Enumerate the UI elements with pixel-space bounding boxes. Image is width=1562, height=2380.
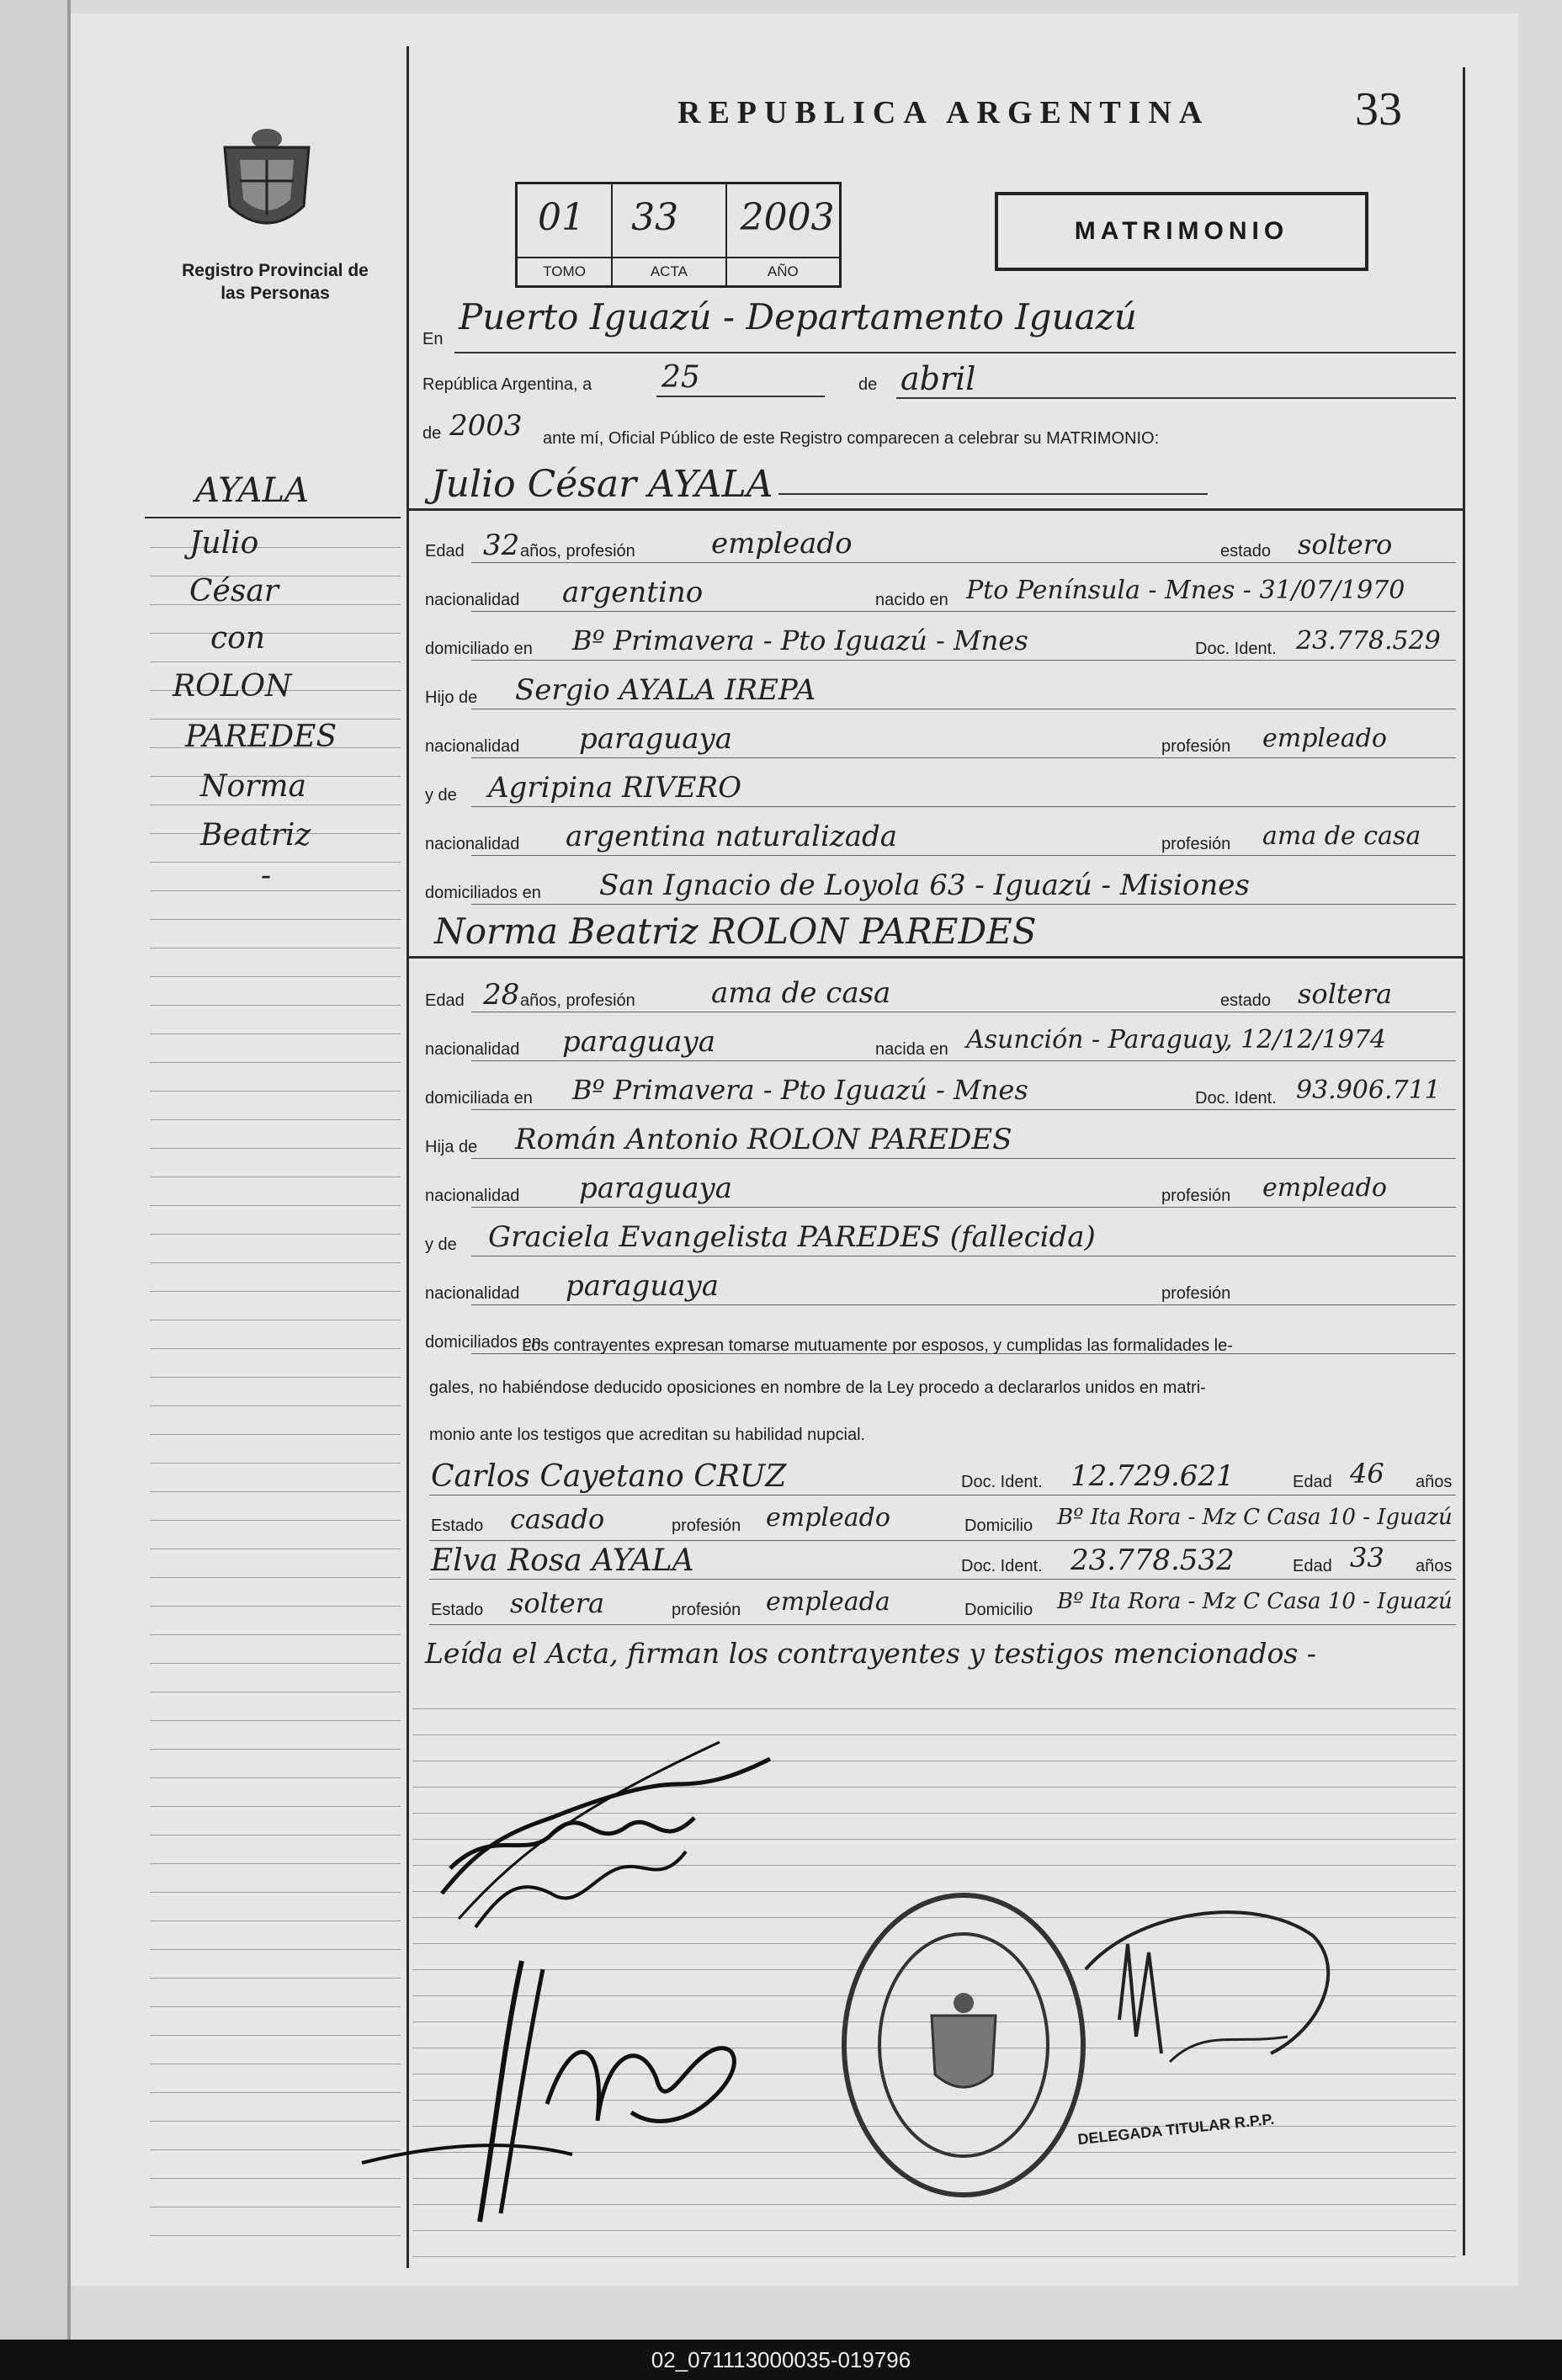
groom-name: Julio César AYALA bbox=[431, 463, 773, 506]
bride-profession-label: años, profesión bbox=[520, 991, 635, 1010]
bride-edad-label: Edad bbox=[425, 991, 465, 1010]
witness-domicile: Bº Ita Rora - Mz C Casa 10 - Iguazú bbox=[1057, 1589, 1453, 1614]
margin-line: César bbox=[189, 574, 279, 608]
groom-section-rule bbox=[409, 508, 1463, 511]
margin-ruled-line bbox=[150, 1749, 401, 1750]
groom-parents-dom-label: domiciliados en bbox=[425, 884, 541, 902]
margin-ruled-line bbox=[150, 1405, 401, 1406]
margin-ruled-line bbox=[150, 1777, 401, 1778]
groom-father-prof: empleado bbox=[1262, 724, 1387, 753]
groom-estado: soltero bbox=[1298, 529, 1393, 560]
right-border bbox=[1463, 67, 1465, 2255]
groom-mother-prof-label: profesión bbox=[1161, 835, 1231, 853]
republic-label: República Argentina, a bbox=[422, 375, 592, 394]
witness-anos-label: años bbox=[1416, 1473, 1453, 1491]
bride-father-nat: paraguaya bbox=[579, 1171, 732, 1205]
bride-section-rule bbox=[409, 956, 1463, 959]
groom-father-nat: paraguaya bbox=[579, 722, 732, 756]
act-type: MATRIMONIO bbox=[1074, 217, 1289, 245]
act-reference-box bbox=[515, 182, 842, 288]
en-label: En bbox=[422, 330, 444, 348]
margin-line: PAREDES bbox=[185, 720, 337, 754]
margin-ruled-line bbox=[150, 1634, 401, 1635]
ruled-line bbox=[412, 2230, 1456, 2231]
margin-ruled-line bbox=[150, 1234, 401, 1235]
groom-father-prof-label: profesión bbox=[1161, 737, 1231, 756]
tomo-cell bbox=[518, 184, 613, 285]
bride-doc-label: Doc. Ident. bbox=[1195, 1089, 1277, 1108]
bride-nationality-label: nacionalidad bbox=[425, 1040, 520, 1059]
witness-edad-label: Edad bbox=[1293, 1557, 1332, 1575]
witness-profession-label: profesión bbox=[672, 1517, 741, 1535]
field-rule bbox=[471, 1304, 1456, 1305]
groom-edad-label: Edad bbox=[425, 542, 465, 560]
groom-estado-label: estado bbox=[1220, 542, 1272, 560]
margin-ruled-line bbox=[150, 862, 401, 863]
margin-ruled-line bbox=[150, 1863, 401, 1864]
witness-doc: 23.778.532 bbox=[1071, 1543, 1235, 1577]
declaration-line-2: gales, no habiéndose deducido oposiciones en nombre de la Ley procedo a declararlos unidos en matri- bbox=[429, 1379, 1206, 1397]
registry-name: Registro Provincial de las Personas bbox=[182, 261, 369, 303]
groom-doc: 23.778.529 bbox=[1296, 626, 1441, 656]
tomo-label: TOMO bbox=[518, 257, 611, 280]
groom-mother: Agripina RIVERO bbox=[488, 771, 741, 805]
stamp-officer: DELEGADA TITULAR R.P.P. bbox=[1076, 2110, 1276, 2149]
bride-mother-nat: paraguaya bbox=[566, 1269, 719, 1303]
margin-ruled-line bbox=[150, 1920, 401, 1921]
official-seal-icon bbox=[837, 1889, 1090, 2201]
day-value: 25 bbox=[661, 360, 700, 395]
groom-father-label: Hijo de bbox=[425, 688, 478, 707]
field-rule bbox=[471, 660, 1456, 661]
margin-ruled-line bbox=[150, 633, 401, 634]
bride-father-prof-label: profesión bbox=[1161, 1187, 1231, 1205]
groom-profession-label: años, profesión bbox=[520, 542, 635, 560]
groom-born: Pto Península - Mnes - 31/07/1970 bbox=[966, 576, 1405, 605]
witness-anos-label: años bbox=[1416, 1557, 1453, 1575]
bride-estado-label: estado bbox=[1220, 991, 1272, 1010]
signature-2 bbox=[353, 1952, 757, 2230]
margin-ruled-line bbox=[150, 1720, 401, 1721]
field-rule bbox=[471, 757, 1456, 758]
margin-surname: AYALA bbox=[195, 471, 309, 510]
de-month-label: de bbox=[858, 375, 878, 394]
witness-name: Elva Rosa AYALA bbox=[431, 1543, 694, 1578]
witness-profession: empleado bbox=[766, 1503, 890, 1533]
margin-ruled-line bbox=[150, 1949, 401, 1950]
groom-parents-dom: San Ignacio de Loyola 63 - Iguazú - Misiones bbox=[599, 869, 1250, 902]
signature-3 bbox=[1069, 1894, 1347, 2146]
field-rule bbox=[471, 1158, 1456, 1159]
month-rule bbox=[896, 397, 1456, 399]
margin-ruled-line bbox=[150, 1806, 401, 1807]
groom-father: Sergio AYALA IREPA bbox=[515, 673, 816, 707]
field-rule bbox=[471, 611, 1456, 612]
groom-doc-label: Doc. Ident. bbox=[1195, 640, 1277, 658]
groom-mother-prof: ama de casa bbox=[1262, 821, 1421, 851]
witness-domicile-label: Domicilio bbox=[964, 1517, 1033, 1535]
witness-rule bbox=[429, 1624, 1456, 1625]
witness-edad-label: Edad bbox=[1293, 1473, 1332, 1491]
bride-born: Asunción - Paraguay, 12/12/1974 bbox=[966, 1025, 1386, 1055]
groom-domicile-label: domiciliado en bbox=[425, 640, 533, 658]
document-id: 02_071113000035-019796 bbox=[0, 2340, 1562, 2380]
groom-born-label: nacido en bbox=[875, 591, 948, 609]
witness-domicile: Bº Ita Rora - Mz C Casa 10 - Iguazú bbox=[1057, 1505, 1453, 1530]
bride-name: Norma Beatriz ROLON PAREDES bbox=[434, 911, 1037, 952]
margin-ruled-line bbox=[150, 1291, 401, 1292]
signature-1 bbox=[425, 1725, 778, 1944]
bride-domicile: Bº Primavera - Pto Iguazú - Mnes bbox=[572, 1074, 1028, 1106]
witness-profession-label: profesión bbox=[672, 1601, 741, 1619]
margin-ruled-line bbox=[150, 1033, 401, 1034]
margin-ruled-line bbox=[150, 1606, 401, 1607]
ruled-line bbox=[412, 2256, 1456, 2257]
bride-domicile-label: domiciliada en bbox=[425, 1089, 533, 1108]
facing-page-edge bbox=[0, 0, 71, 2340]
intro-statement: ante mí, Oficial Público de este Registro comparecen a celebrar su MATRIMONIO: bbox=[543, 429, 1160, 448]
field-rule bbox=[471, 562, 1456, 563]
witness-domicile-label: Domicilio bbox=[964, 1601, 1033, 1619]
witness-doc-label: Doc. Ident. bbox=[961, 1557, 1043, 1575]
groom-mother-nat-label: nacionalidad bbox=[425, 835, 520, 853]
bride-doc: 93.906.711 bbox=[1296, 1076, 1441, 1105]
day-rule bbox=[656, 396, 825, 397]
anio-cell bbox=[727, 184, 839, 285]
field-rule bbox=[471, 1060, 1456, 1061]
margin-ruled-line bbox=[150, 1348, 401, 1349]
margin-ruled-line bbox=[150, 1062, 401, 1063]
groom-profession: empleado bbox=[711, 527, 853, 560]
margin-ruled-line bbox=[150, 1005, 401, 1006]
bride-father-nat-label: nacionalidad bbox=[425, 1187, 520, 1205]
tomo-value: 01 bbox=[538, 196, 585, 239]
page-number: 33 bbox=[1355, 83, 1402, 135]
margin-ruled-line bbox=[150, 1119, 401, 1120]
bride-mother-nat-label: nacionalidad bbox=[425, 1284, 520, 1303]
bride-father-prof: empleado bbox=[1262, 1173, 1387, 1203]
margin-line: con bbox=[210, 621, 266, 656]
field-rule bbox=[471, 904, 1456, 905]
margin-ruled-line bbox=[150, 1262, 401, 1263]
bride-age: 28 bbox=[483, 978, 520, 1012]
witness-estado: casado bbox=[510, 1503, 605, 1535]
bride-estado: soltera bbox=[1298, 978, 1393, 1010]
acta-cell bbox=[613, 184, 726, 285]
margin-ruled-line bbox=[150, 1463, 401, 1464]
margin-line: Julio bbox=[189, 526, 259, 560]
margin-ruled-line bbox=[150, 1663, 401, 1664]
margin-surname-rule bbox=[145, 517, 401, 518]
de-year-label: de bbox=[422, 424, 442, 443]
field-rule bbox=[471, 855, 1456, 856]
margin-ruled-line bbox=[150, 1148, 401, 1149]
place-rule bbox=[454, 352, 1456, 353]
groom-father-nat-label: nacionalidad bbox=[425, 737, 520, 756]
margin-divider bbox=[406, 46, 409, 2268]
groom-name-rule bbox=[778, 493, 1208, 495]
declaration-line-3: monio ante los testigos que acreditan su habilidad nupcial. bbox=[429, 1426, 866, 1444]
margin-ruled-line bbox=[150, 1577, 401, 1578]
witness-estado: soltera bbox=[510, 1587, 605, 1619]
margin-line: ROLON bbox=[173, 669, 292, 704]
margin-ruled-line bbox=[150, 890, 401, 891]
groom-nationality-label: nacionalidad bbox=[425, 591, 520, 609]
year-value: 2003 bbox=[449, 409, 523, 443]
bride-parents-dom-label: domiciliados en bbox=[425, 1333, 541, 1352]
margin-ruled-line bbox=[150, 1205, 401, 1206]
margin-line: - bbox=[261, 858, 272, 893]
margin-ruled-line bbox=[150, 1091, 401, 1092]
acta-value: 33 bbox=[631, 196, 679, 239]
margin-ruled-line bbox=[150, 547, 401, 548]
margin-ruled-line bbox=[150, 1434, 401, 1435]
bride-profession: ama de casa bbox=[711, 976, 891, 1010]
groom-domicile: Bº Primavera - Pto Iguazú - Mnes bbox=[572, 624, 1028, 656]
ruled-line bbox=[412, 1708, 1456, 1709]
witness-profession: empleada bbox=[766, 1587, 890, 1617]
bride-mother-label: y de bbox=[425, 1235, 457, 1254]
groom-nationality: argentino bbox=[562, 576, 704, 609]
closing-statement: Leída el Acta, firman los contrayentes y testigos mencionados - bbox=[425, 1637, 1316, 1670]
margin-ruled-line bbox=[150, 1377, 401, 1378]
groom-mother-nat: argentina naturalizada bbox=[566, 820, 898, 853]
margin-line: Beatriz bbox=[200, 818, 311, 853]
country-title: REPUBLICA ARGENTINA bbox=[677, 95, 1210, 130]
bride-mother: Graciela Evangelista PAREDES (fallecida) bbox=[488, 1220, 1096, 1254]
margin-ruled-line bbox=[150, 1491, 401, 1492]
witness-name: Carlos Cayetano CRUZ bbox=[431, 1459, 787, 1494]
witness-rule bbox=[429, 1579, 1456, 1580]
witness-estado-label: Estado bbox=[431, 1601, 484, 1619]
margin-ruled-line bbox=[150, 976, 401, 977]
field-rule bbox=[471, 1109, 1456, 1110]
act-type-box bbox=[995, 192, 1368, 271]
anio-value: 2003 bbox=[740, 196, 835, 239]
witness-age: 33 bbox=[1350, 1542, 1384, 1574]
field-rule bbox=[471, 806, 1456, 807]
groom-age: 32 bbox=[483, 529, 520, 562]
bride-mother-prof-label: profesión bbox=[1161, 1284, 1231, 1303]
month-value: abril bbox=[901, 360, 976, 397]
margin-ruled-line bbox=[150, 661, 401, 662]
bride-nationality: paraguaya bbox=[562, 1025, 715, 1059]
margin-ruled-line bbox=[150, 919, 401, 920]
groom-mother-label: y de bbox=[425, 786, 457, 805]
witness-doc-label: Doc. Ident. bbox=[961, 1473, 1043, 1491]
margin-ruled-line bbox=[150, 1520, 401, 1521]
margin-line: Norma bbox=[200, 769, 306, 804]
margin-ruled-line bbox=[150, 1892, 401, 1893]
bride-born-label: nacida en bbox=[875, 1040, 948, 1059]
anio-label: AÑO bbox=[727, 257, 839, 280]
declaration-line-1: Los contrayentes expresan tomarse mutuamente por esposos, y cumplidas las formalidades le- bbox=[522, 1336, 1233, 1355]
margin-ruled-line bbox=[150, 2235, 401, 2236]
bride-father-label: Hija de bbox=[425, 1138, 478, 1156]
witness-rule bbox=[429, 1540, 1456, 1541]
field-rule bbox=[471, 1207, 1456, 1208]
witness-estado-label: Estado bbox=[431, 1517, 484, 1535]
bride-father: Román Antonio ROLON PAREDES bbox=[515, 1123, 1012, 1156]
witness-age: 46 bbox=[1350, 1458, 1384, 1490]
witness-doc: 12.729.621 bbox=[1071, 1459, 1235, 1493]
place-value: Puerto Iguazú - Departamento Iguazú bbox=[459, 296, 1137, 337]
coat-of-arms-icon bbox=[215, 122, 320, 240]
acta-label: ACTA bbox=[613, 257, 725, 280]
